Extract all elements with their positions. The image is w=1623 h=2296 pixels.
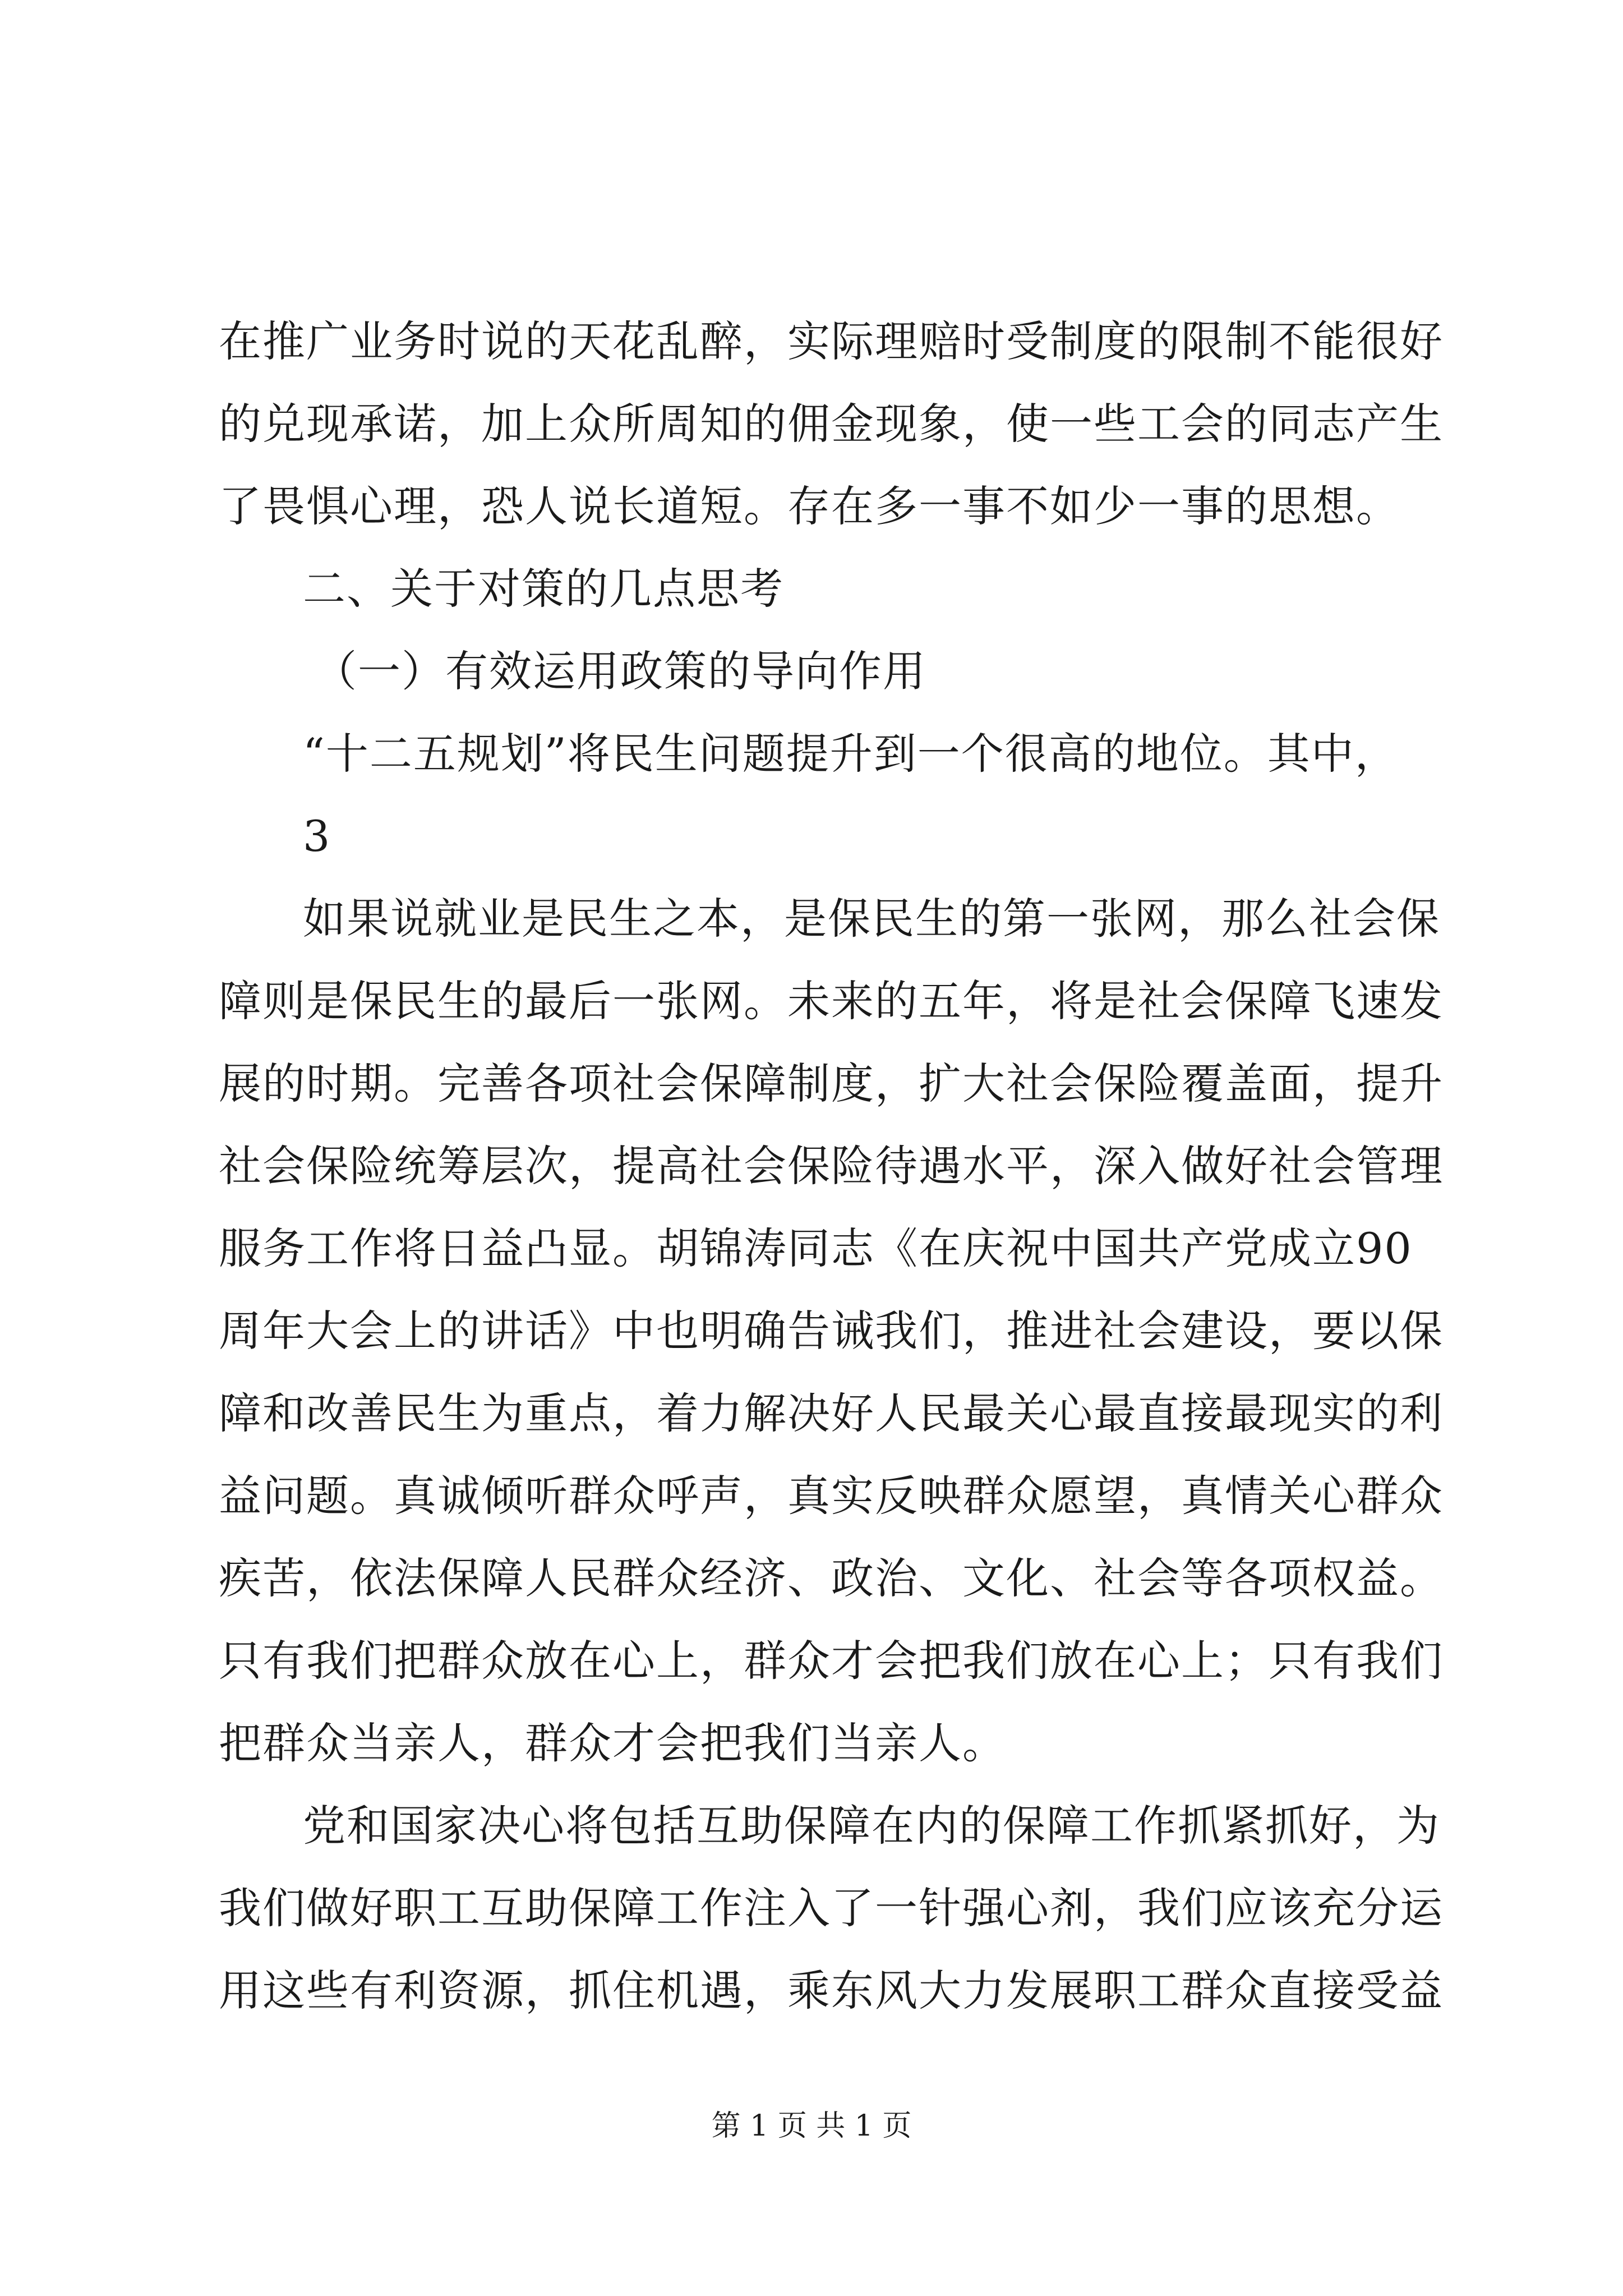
body-line: 用这些有利资源，抓住机遇，乘东风大力发展职工群众直接受益	[219, 1966, 1444, 2016]
body-line: 如果说就业是民生之本，是保民生的第一张网，那么社会保	[303, 894, 1440, 944]
subsection-heading: （一）有效运用政策的导向作用	[314, 646, 926, 696]
page-number-inline: 3	[303, 811, 331, 861]
body-line: 了畏惧心理，恐人说长道短。存在多一事不如少一事的思想。	[219, 481, 1400, 531]
body-line: “十二五规划”将民生问题提升到一个很高的地位。其中，	[303, 729, 1399, 779]
section-heading: 二、关于对策的几点思考	[303, 564, 784, 614]
body-line: 在推广业务时说的天花乱醉，实际理赔时受制度的限制不能很好	[219, 316, 1444, 366]
page-footer: 第 1 页 共 1 页	[711, 2109, 912, 2143]
body-line: 障和改善民生为重点，着力解决好人民最关心最直接最现实的利	[219, 1388, 1444, 1438]
body-line: 障则是保民生的最后一张网。未来的五年，将是社会保障飞速发	[219, 976, 1444, 1026]
body-line: 社会保险统筹层次，提高社会保险待遇水平，深入做好社会管理	[219, 1141, 1444, 1191]
body-line: 把群众当亲人，群众才会把我们当亲人。	[219, 1718, 1006, 1768]
document-body	[219, 300, 1444, 2032]
body-line: 只有我们把群众放在心上，群众才会把我们放在心上；只有我们	[219, 1636, 1444, 1686]
body-line: 的兑现承诺，加上众所周知的佣金现象，使一些工会的同志产生	[219, 399, 1444, 449]
body-line: 党和国家决心将包括互助保障在内的保障工作抓紧抓好，为	[303, 1801, 1440, 1851]
body-line: 疾苦，依法保障人民群众经济、政治、文化、社会等各项权益。	[219, 1553, 1444, 1603]
body-line: 服务工作将日益凸显。胡锦涛同志《在庆祝中国共产党成立90	[219, 1223, 1413, 1273]
body-line: 展的时期。完善各项社会保障制度，扩大社会保险覆盖面，提升	[219, 1059, 1444, 1108]
body-line: 益问题。真诚倾听群众呼声，真实反映群众愿望，真情关心群众	[219, 1471, 1444, 1521]
body-line: 周年大会上的讲话》中也明确告诫我们，推进社会建设，要以保	[219, 1306, 1444, 1356]
body-line: 我们做好职工互助保障工作注入了一针强心剂，我们应该充分运	[219, 1883, 1444, 1933]
